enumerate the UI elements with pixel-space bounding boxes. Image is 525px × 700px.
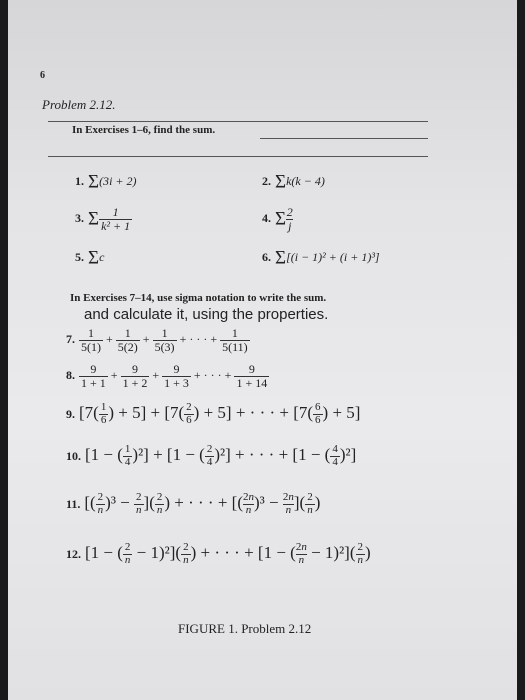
exercise-10-number: 10. bbox=[66, 448, 81, 463]
handwritten-note: and calculate it, using the properties. bbox=[84, 306, 329, 323]
exercise-9-expression: [7( $\frac{1}{6}$ ) + 5] + [7( $\frac{2}{6}$ ) + 5] + · · · + [7( $\frac{6}{6}$ ) + 5] bbox=[79, 401, 361, 426]
exercise-2-number: 2. bbox=[262, 173, 271, 188]
exercise-4-number: 4. bbox=[262, 210, 271, 225]
exercise-6-number: 6. bbox=[262, 249, 271, 264]
exercise-8-expression: $\frac{9}{1 + 1}$ + $\frac{9}{1 + 2}$ + $\frac{9}{1 + 3}$ + · · · + $\frac{9}{1 + 14}$ bbox=[81, 362, 268, 390]
exercise-3-number: 3. bbox=[75, 210, 84, 225]
exercise-7 bbox=[66, 327, 250, 353]
page-number: 6 bbox=[40, 70, 45, 81]
exercise-4 bbox=[262, 206, 293, 232]
exercise-8-number: 8. bbox=[66, 367, 75, 382]
exercise-1-expression: Σ(3i + 2) bbox=[88, 171, 137, 192]
exercise-2 bbox=[262, 171, 325, 193]
exercise-11-number: 11. bbox=[66, 496, 81, 511]
exercise-11-expression: [( $\frac{2}{n}$ )³ − $\frac{2}{n}$ ]( $\frac{2}{n}$ ) + · · · + [( $\frac{2n}{n}$ )³ − $\frac{2n}{n}$ ]( $\frac{2}{n}$ ) bbox=[84, 491, 321, 516]
exercise-8 bbox=[66, 363, 269, 389]
divider-answer-line bbox=[260, 138, 428, 139]
exercise-1 bbox=[75, 171, 137, 193]
exercise-10-expression: [1 − ( $\frac{1}{4}$ )²] + [1 − ( $\frac{2}{4}$ )²] + · · · + [1 − ( $\frac{4}{4}$ )²] bbox=[85, 443, 357, 468]
exercise-5 bbox=[75, 247, 104, 269]
exercise-4-expression: Σ $\frac{2}{j}$ bbox=[275, 205, 293, 233]
exercise-5-expression: Σc bbox=[88, 247, 105, 268]
section1-instruction: In Exercises 1–6, find the sum. bbox=[72, 124, 216, 136]
figure-caption: FIGURE 1. Problem 2.12 bbox=[178, 621, 312, 636]
exercise-9-number: 9. bbox=[66, 406, 75, 421]
exercise-3 bbox=[75, 206, 132, 232]
divider-top bbox=[48, 121, 428, 122]
exercise-6-expression: Σ[(i − 1)² + (i + 1)³] bbox=[275, 247, 380, 268]
exercise-6 bbox=[262, 247, 380, 269]
section2-instruction: In Exercises 7–14, use sigma notation to write the sum. bbox=[70, 292, 327, 304]
exercise-2-expression: Σk(k − 4) bbox=[275, 171, 325, 192]
exercise-11 bbox=[66, 492, 320, 516]
exercise-10 bbox=[66, 444, 356, 468]
exercise-12 bbox=[66, 542, 371, 566]
exercise-3-expression: Σ $\frac{1}{\text{k² + 1}}$ bbox=[88, 205, 131, 233]
exercise-7-expression: $\frac{1}{5(1)}$ + $\frac{1}{5(2)}$ + $\frac{1}{5(3)}$ + · · · + $\frac{1}{5(11)}$ bbox=[81, 326, 248, 354]
exercise-12-expression: [1 − ( $\frac{2}{n}$ − 1)²]( $\frac{2}{n}$ ) + · · · + [1 − ( $\frac{2n}{n}$ − 1)²]( $\frac{2}{n}$ ) bbox=[85, 541, 371, 566]
problem-heading: Problem 2.12. bbox=[42, 97, 116, 112]
exercise-12-number: 12. bbox=[66, 546, 81, 561]
exercise-5-number: 5. bbox=[75, 249, 84, 264]
exercise-9 bbox=[66, 402, 360, 426]
exercise-1-number: 1. bbox=[75, 173, 84, 188]
divider-middle bbox=[48, 156, 428, 157]
exercise-7-number: 7. bbox=[66, 331, 75, 346]
